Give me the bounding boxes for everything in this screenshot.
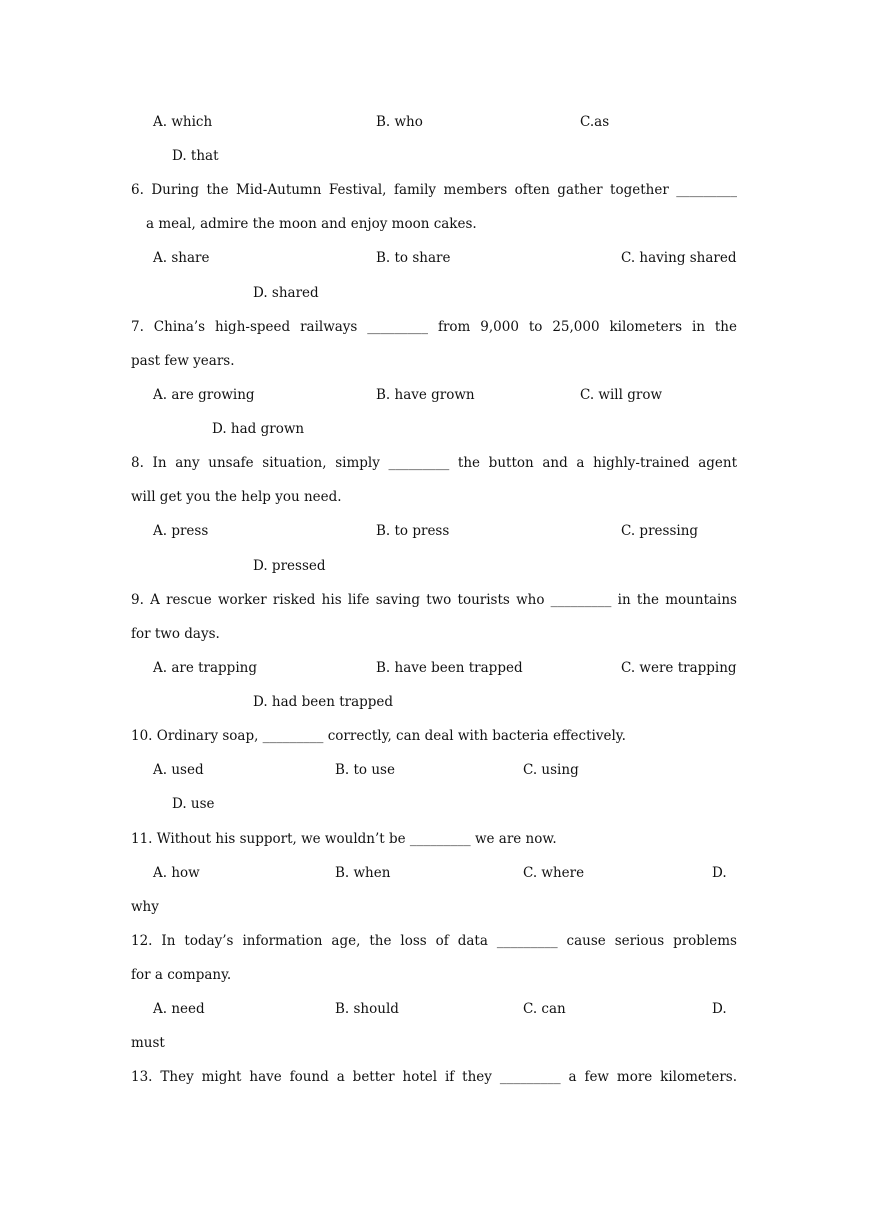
q12-option-b: B. should bbox=[335, 1001, 399, 1017]
q10-option-d: D. use bbox=[172, 796, 215, 812]
q11-option-a: A. how bbox=[153, 865, 200, 881]
q7-stem-line1: 7. China’s high-speed railways _________ from 9,000 to 25,000 kilometers in the bbox=[131, 319, 737, 335]
q11-option-d-text: why bbox=[131, 899, 159, 915]
q10-option-b: B. to use bbox=[335, 762, 395, 778]
q6-option-b: B. to share bbox=[376, 250, 451, 266]
q8-option-b: B. to press bbox=[376, 523, 450, 539]
q12-stem-line1: 12. In today’s information age, the loss of data _________ cause serious problems bbox=[131, 933, 737, 949]
q11-stem-line1: 11. Without his support, we wouldn’t be _________ we are now. bbox=[131, 831, 557, 847]
q6-stem-line2: a meal, admire the moon and enjoy moon cakes. bbox=[146, 216, 477, 232]
q12-option-a: A. need bbox=[153, 1001, 205, 1017]
q10-stem-line1: 10. Ordinary soap, _________ correctly, can deal with bacteria effectively. bbox=[131, 728, 626, 744]
q7-option-c: C. will grow bbox=[580, 387, 663, 403]
q10-option-a: A. used bbox=[153, 762, 204, 778]
q7-stem-line2: past few years. bbox=[131, 353, 235, 369]
q11-option-c: C. where bbox=[523, 865, 585, 881]
q8-stem-line2: will get you the help you need. bbox=[131, 489, 342, 505]
q9-stem-line1: 9. A rescue worker risked his life saving two tourists who _________ in the mountains bbox=[131, 592, 737, 608]
q9-option-a: A. are trapping bbox=[153, 660, 257, 676]
q9-stem-line2: for two days. bbox=[131, 626, 220, 642]
q6-option-a: A. share bbox=[153, 250, 210, 266]
q5-option-d: D. that bbox=[172, 148, 219, 164]
q7-option-d: D. had grown bbox=[212, 421, 305, 437]
q12-stem-line2: for a company. bbox=[131, 967, 232, 983]
q6-option-c: C. having shared bbox=[621, 250, 737, 266]
q6-stem-line1: 6. During the Mid-Autumn Festival, family members often gather together _________ bbox=[131, 182, 737, 198]
q11-option-d: D. bbox=[712, 865, 727, 881]
q9-option-d: D. had been trapped bbox=[253, 694, 394, 710]
q9-option-c: C. were trapping bbox=[621, 660, 737, 676]
q5-option-c: C.as bbox=[580, 114, 610, 130]
q7-option-a: A. are growing bbox=[153, 387, 255, 403]
q8-stem-line1: 8. In any unsafe situation, simply _________ the button and a highly-trained agent bbox=[131, 455, 737, 471]
q5-option-a: A. which bbox=[153, 114, 213, 130]
q9-option-b: B. have been trapped bbox=[376, 660, 523, 676]
q5-option-b: B. who bbox=[376, 114, 423, 130]
q8-option-a: A. press bbox=[153, 523, 209, 539]
q6-option-d: D. shared bbox=[253, 285, 319, 301]
q10-option-c: C. using bbox=[523, 762, 579, 778]
q12-option-d: D. bbox=[712, 1001, 727, 1017]
q8-option-d: D. pressed bbox=[253, 558, 326, 574]
q12-option-c: C. can bbox=[523, 1001, 566, 1017]
q7-option-b: B. have grown bbox=[376, 387, 475, 403]
q13-stem-line1: 13. They might have found a better hotel if they _________ a few more kilometers. bbox=[131, 1069, 737, 1085]
q11-option-b: B. when bbox=[335, 865, 391, 881]
q8-option-c: C. pressing bbox=[621, 523, 699, 539]
q12-option-d-text: must bbox=[131, 1035, 165, 1051]
